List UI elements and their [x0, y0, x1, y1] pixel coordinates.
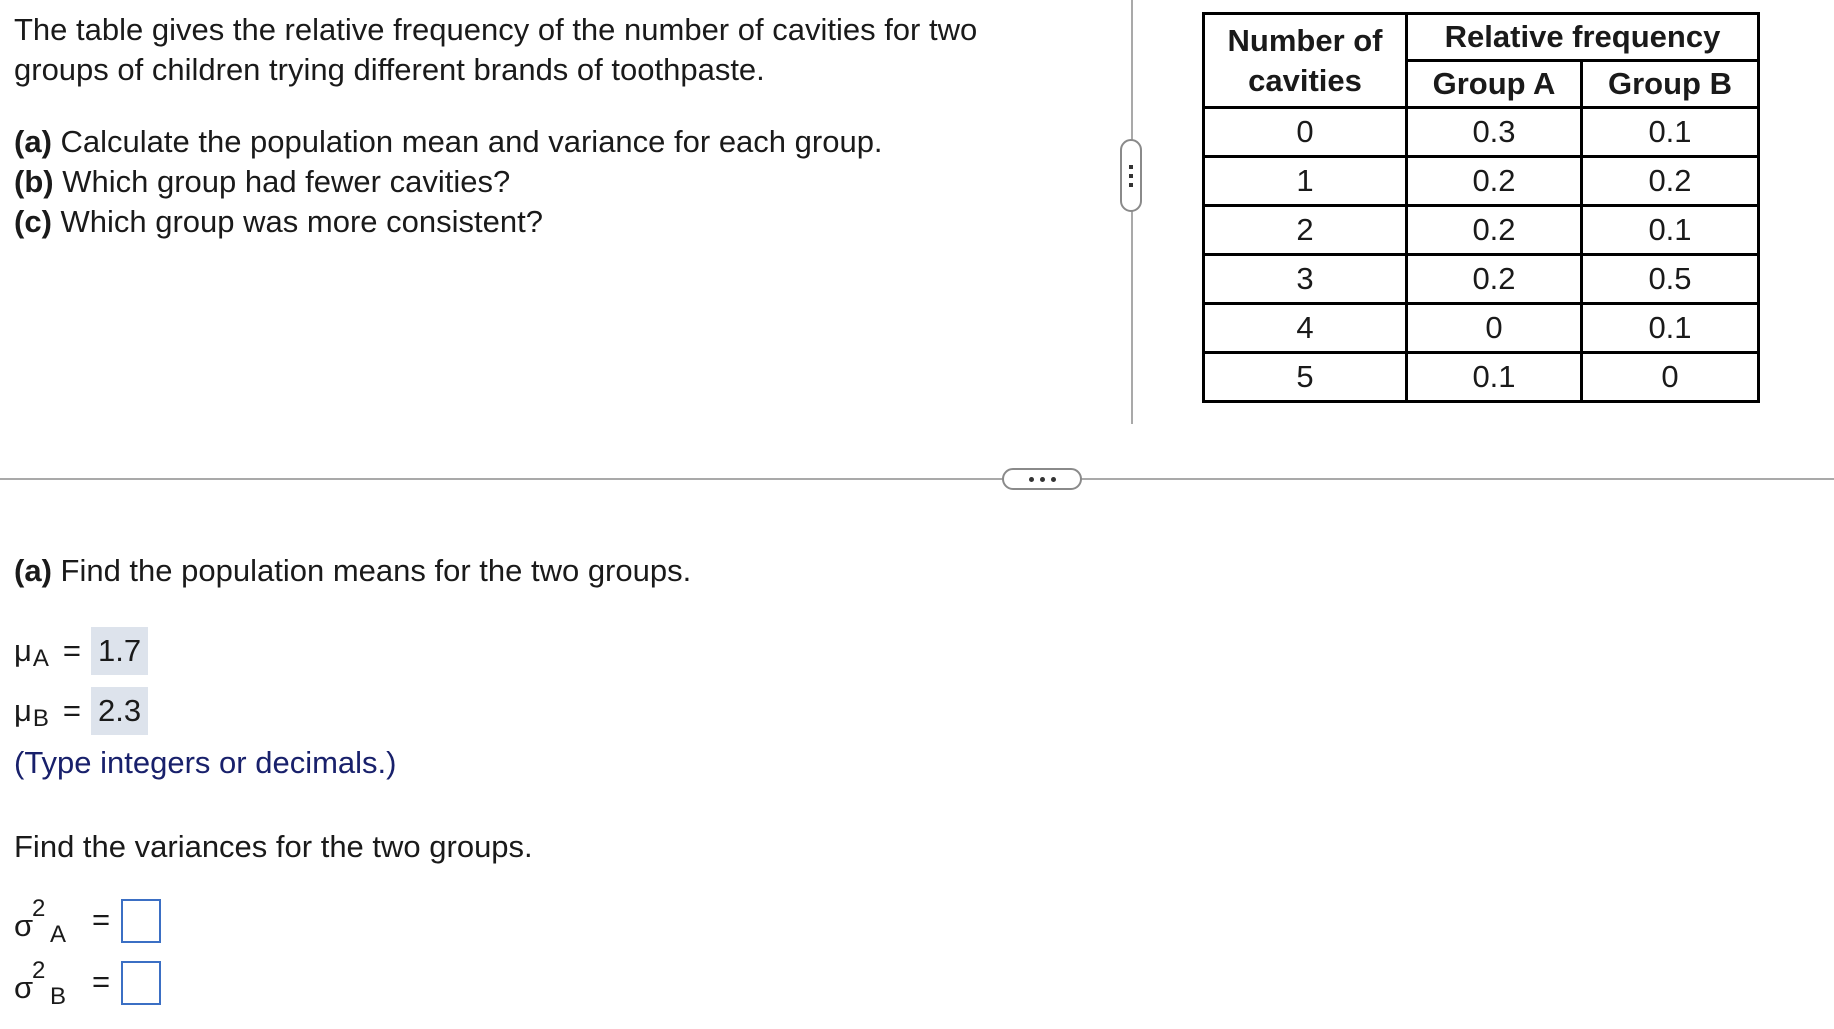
- group-b-cell: 0.5: [1582, 255, 1759, 304]
- table-row: [1204, 255, 1759, 304]
- sigma-symbol: σ: [14, 970, 34, 1005]
- part-b-text: Which group had fewer cavities?: [53, 164, 511, 199]
- table-row: [1204, 157, 1759, 206]
- part-b-label: (b): [14, 164, 54, 199]
- part-a-label: (a): [14, 124, 52, 159]
- squared-exponent: 2: [32, 895, 46, 922]
- vertical-resize-handle[interactable]: [1120, 139, 1142, 212]
- expand-more-button[interactable]: [1002, 468, 1082, 490]
- equals-sign: =: [62, 693, 81, 728]
- frequency-table: [1202, 12, 1760, 403]
- group-b-cell: 0.1: [1582, 108, 1759, 157]
- answer-hint: (Type integers or decimals.): [14, 745, 397, 780]
- header-group-b: Group B: [1582, 61, 1759, 108]
- part-c-label: (c): [14, 204, 52, 239]
- group-b-cell: 0.1: [1582, 206, 1759, 255]
- variance-a-input[interactable]: [121, 899, 161, 943]
- table-row: [1204, 108, 1759, 157]
- group-a-cell: 0.2: [1407, 157, 1582, 206]
- cavities-cell: 4: [1204, 304, 1407, 353]
- vertical-divider: [1131, 0, 1133, 424]
- variance-a-subscript: A: [50, 921, 67, 948]
- mu-b-subscript: B: [32, 705, 49, 732]
- group-a-cell: 0.1: [1407, 353, 1582, 402]
- variance-b-subscript: B: [50, 983, 67, 1010]
- header-cavities: Number of cavities: [1204, 14, 1407, 108]
- cavities-cell: 2: [1204, 206, 1407, 255]
- equals-sign: =: [92, 902, 111, 937]
- group-b-cell: 0.1: [1582, 304, 1759, 353]
- question-intro: The table gives the relative frequency of the number of cavities for two groups of children trying different brands of toothpaste.: [14, 12, 978, 87]
- equals-sign: =: [92, 964, 111, 999]
- mu-a-subscript: A: [32, 645, 49, 672]
- answer-part-label: (a): [14, 553, 52, 588]
- equals-sign: =: [62, 633, 81, 668]
- sigma-symbol: σ: [14, 908, 34, 943]
- table-row: [1204, 206, 1759, 255]
- mean-a-answer[interactable]: 1.7: [91, 627, 148, 675]
- group-a-cell: 0.2: [1407, 255, 1582, 304]
- answer-heading: [14, 551, 691, 591]
- horizontal-divider: [0, 478, 1834, 480]
- header-group-a: Group A: [1407, 61, 1582, 108]
- table-row: [1204, 304, 1759, 353]
- question-part-a: [14, 122, 1074, 162]
- part-a-text: Calculate the population mean and variance for each group.: [51, 124, 883, 159]
- variance-b-row: [14, 959, 154, 1009]
- cavities-cell: 3: [1204, 255, 1407, 304]
- mean-b-answer[interactable]: 2.3: [91, 687, 148, 735]
- group-a-cell: 0.2: [1407, 206, 1582, 255]
- cavities-cell: 5: [1204, 353, 1407, 402]
- table-row: [1204, 353, 1759, 402]
- group-b-cell: 0.2: [1582, 157, 1759, 206]
- question-text: [14, 10, 1074, 242]
- squared-exponent: 2: [32, 957, 46, 984]
- variance-heading: Find the variances for the two groups.: [14, 829, 533, 864]
- part-c-text: Which group was more consistent?: [51, 204, 543, 239]
- mean-a-row: [14, 627, 148, 675]
- more-dots-icon: [1029, 477, 1034, 482]
- cavities-cell: 0: [1204, 108, 1407, 157]
- group-a-cell: 0: [1407, 304, 1582, 353]
- group-a-cell: 0.3: [1407, 108, 1582, 157]
- cavities-cell: 1: [1204, 157, 1407, 206]
- question-part-b: [14, 162, 1074, 202]
- variance-b-input[interactable]: [121, 961, 161, 1005]
- answer-section: [14, 551, 692, 1010]
- group-b-cell: 0: [1582, 353, 1759, 402]
- mean-b-row: [14, 687, 148, 735]
- variance-a-row: [14, 897, 154, 947]
- mu-symbol: μ: [14, 693, 32, 728]
- answer-heading-text: Find the population means for the two groups.: [51, 553, 692, 588]
- mu-symbol: μ: [14, 633, 32, 668]
- question-parts: [14, 122, 1074, 242]
- header-relative-frequency: Relative frequency: [1407, 14, 1759, 61]
- grip-dots-icon: [1129, 165, 1133, 187]
- question-part-c: [14, 202, 1074, 242]
